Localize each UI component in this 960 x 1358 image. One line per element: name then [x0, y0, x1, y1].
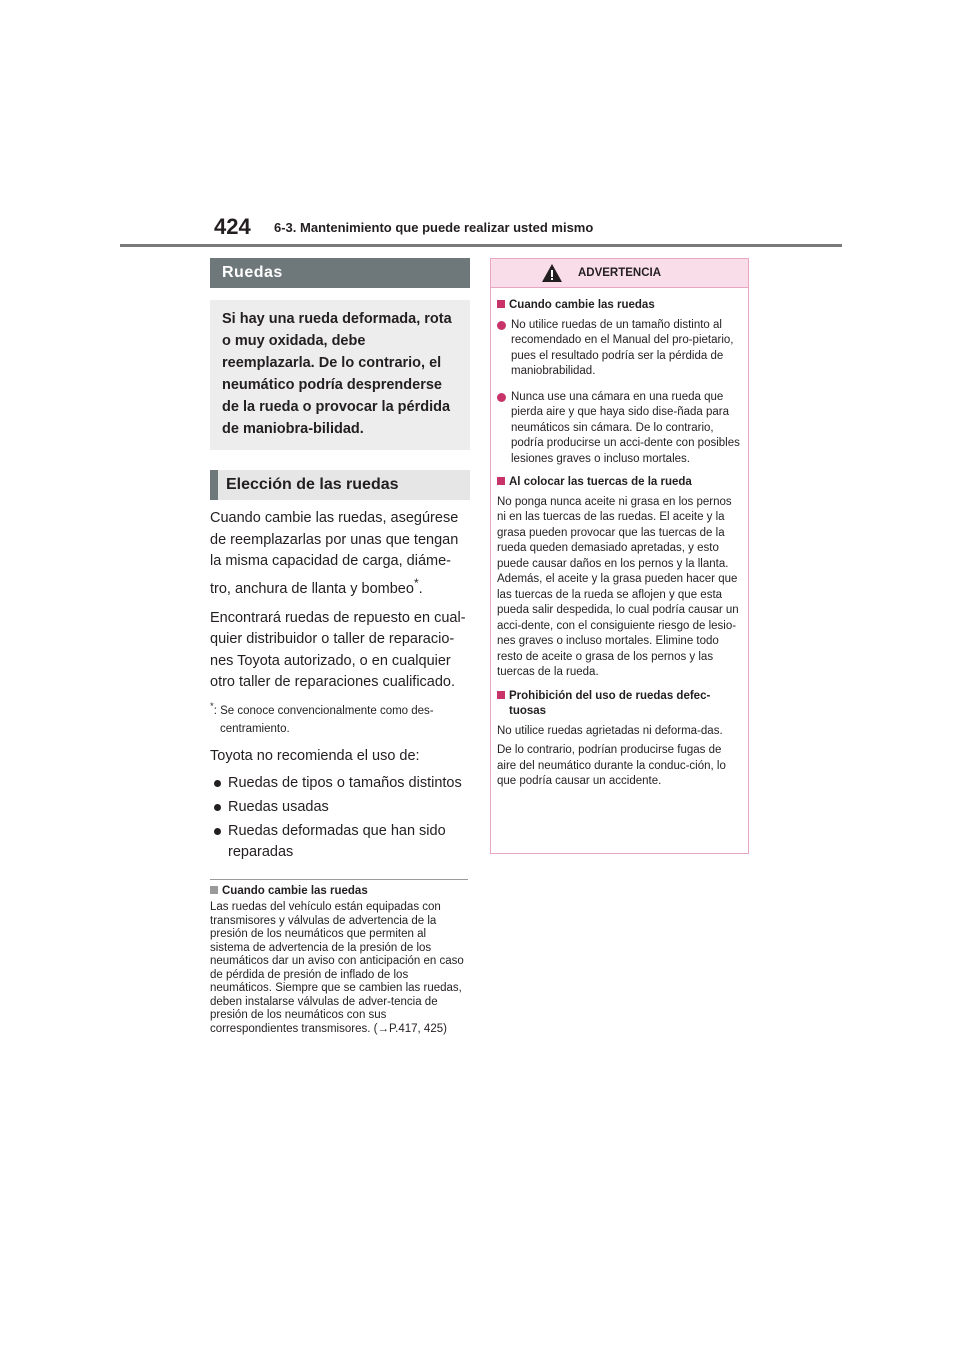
warning-section-title-text: Prohibición del uso de ruedas defec-tuosas	[509, 689, 711, 717]
heading-eleccion: Elección de las ruedas	[210, 470, 470, 500]
left-column	[210, 258, 470, 1036]
warning-section-title-text: Cuando cambie las ruedas	[509, 299, 655, 311]
note-title	[210, 885, 470, 897]
footnote-ref: *	[413, 575, 419, 590]
section-title: 6-3. Mantenimiento que puede realizar usted mismo	[274, 220, 594, 235]
list-item: Ruedas de tipos o tamaños distintos	[210, 773, 470, 794]
warning-header	[491, 259, 748, 288]
page-number: 424	[214, 214, 251, 239]
note-divider	[210, 879, 468, 880]
square-bullet-icon	[497, 300, 505, 308]
heading-ruedas: Ruedas	[210, 258, 470, 288]
warning-content	[491, 288, 748, 790]
square-bullet-icon	[497, 691, 505, 699]
footnote-text: : Se conoce convencionalmente como des-	[213, 704, 434, 717]
warning-paragraph: No ponga nunca aceite ni grasa en los pernos ni en las tuercas de las ruedas. El aceite y la grasa pueden provocar que las tuercas de la rueda queden demasiado apretadas, y esto puede causar daños en los pernos y la llanta. Además, el aceite y la grasa pueden hacer que las tuercas de la rueda se aflojen y que esta pueda salir despedida, lo cual podría causar un acci-dente, con el consiguiente riesgo de lesio-nes graves o incluso mortales. Elimine todo resto de aceite o grasa de los pernos y las tuercas de la rueda.	[497, 495, 739, 678]
square-bullet-icon	[210, 886, 218, 894]
bullet-list	[210, 773, 470, 863]
warning-paragraph: No utilice ruedas agrietadas ni deforma-das.	[497, 724, 723, 737]
warning-triangle-icon	[541, 263, 563, 283]
warning-box	[490, 258, 749, 854]
warning-title: ADVERTENCIA	[577, 267, 662, 279]
footnote	[210, 698, 470, 738]
warning-section-title-text: Al colocar las tuercas de la rueda	[509, 476, 692, 488]
warning-section-title	[497, 298, 742, 314]
paragraph-1	[210, 508, 468, 600]
note-body: Las ruedas del vehículo están equipadas con transmisores y válvulas de advertencia de la presión de los neumáticos que permiten al sistema de advertencia de la presión de los neumáticos dar un aviso con anticipación en caso de pérdida de presión de inflado de los neumáticos. Siempre que se cambien las ruedas, deben instalarse válvulas de adver-tencia de presión de los neumáticos con sus correspondientes transmisores. (→P.417, 425)	[210, 901, 464, 1035]
paragraph-1-end: .	[418, 580, 423, 597]
paragraph-2: Encontrará ruedas de repuesto en cual-quier distribuidor o taller de reparacio-nes Toyota autorizado, o en cualquier otro taller de reparaciones cualificado.	[210, 609, 466, 691]
intro-box: Si hay una rueda deformada, rota o muy oxidada, debe reemplazarla. De lo contrario, el neumático podría desprenderse de la rueda o provocar la pérdida de maniobra-bilidad.	[210, 300, 470, 450]
warning-section-title	[497, 689, 742, 720]
list-item: Ruedas deformadas que han sido reparadas	[210, 821, 470, 863]
warning-item: Nunca use una cámara en una rueda que pierda aire y que haya sido dise-ñada para neumáticos sin cámara. De lo contrario, podría producirse un acci-dente con posibles lesiones graves o incluso mortales.	[497, 390, 742, 468]
warning-section-title	[497, 475, 742, 491]
footnote-cont: centramiento.	[220, 722, 290, 735]
header-divider	[120, 244, 842, 247]
note-title-text: Cuando cambie las ruedas	[222, 885, 368, 898]
footnote-mark: *	[210, 700, 214, 712]
list-item: Ruedas usadas	[210, 797, 470, 818]
paragraph-1-text: Cuando cambie las ruedas, asegúrese de reemplazarlas por unas que tengan la misma capacidad de carga, diáme-tro, anchura de llanta y bombeo	[210, 510, 459, 597]
square-bullet-icon	[497, 477, 505, 485]
warning-item: No utilice ruedas de un tamaño distinto al recomendado en el Manual del pro-pietario, pues el resultado podría ser la pérdida de maniobrabilidad.	[497, 318, 742, 380]
paragraph-3: Toyota no recomienda el uso de:	[210, 747, 420, 764]
warning-paragraph: De lo contrario, podrían producirse fugas de aire del neumático durante la conduc-ción, lo que podría causar un accidente.	[497, 744, 726, 787]
page-header	[0, 0, 960, 250]
